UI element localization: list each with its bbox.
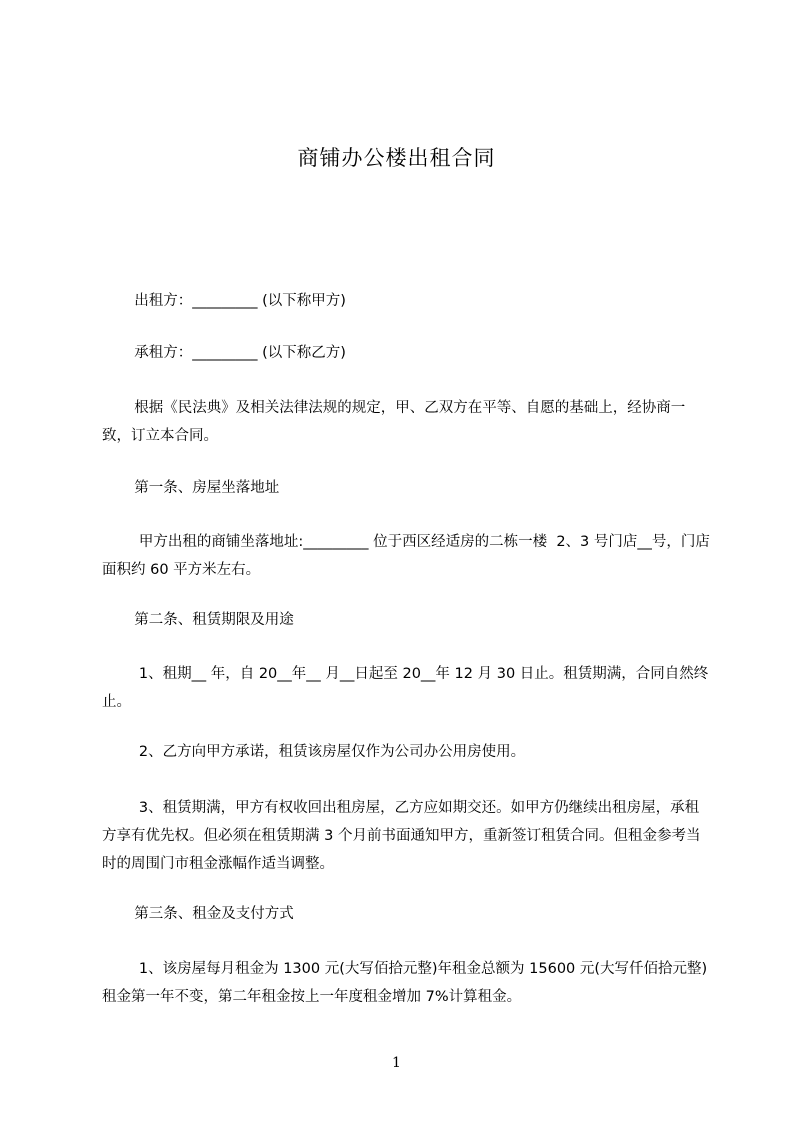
- article-2-clause-3: 3、租赁期满，甲方有权收回出租房屋，乙方应如期交还。如甲方仍继续出租房屋，承租方享有优先权。但必须在租赁期满 3 个月前书面通知甲方，重新签订租赁合同。但租金参考当时的周围门市租金涨幅作适当调整。: [102, 800, 701, 872]
- article-2-heading: 第二条、租赁期限及用途: [102, 612, 294, 628]
- article-1-heading: 第一条、房屋坐落地址: [102, 480, 280, 496]
- article-3-heading: 第三条、租金及支付方式: [102, 906, 294, 922]
- article-1-address-paragraph: 甲方出租的商铺坐落地址:_________ 位于西区经适房的二栋一楼 2、3 号门店__号，门店面积约 60 平方米左右。: [102, 534, 710, 578]
- lessee-line: 承租方：_________ (以下称乙方): [102, 345, 346, 361]
- preamble-paragraph: 根据《民法典》及相关法律法规的规定，甲、乙双方在平等、自愿的基础上，经协商一致，订立本合同。: [102, 400, 686, 444]
- document-title: 商铺办公楼出租合同: [297, 146, 496, 170]
- article-3-clause-1: 1、该房屋每月租金为 1300 元(大写佰拾元整)年租金总额为 15600 元(大写仟佰拾元整)租金第一年不变，第二年租金按上一年度租金增加 7%计算租金。: [102, 961, 708, 1005]
- lessor-line: 出租方：_________ (以下称甲方): [102, 293, 346, 309]
- article-2-clause-1: 1、租期__ 年，自 20__年__ 月__日起至 20__年 12 月 30 日止。租赁期满，合同自然终止。: [102, 666, 709, 710]
- page-number: 1: [392, 1055, 401, 1071]
- article-2-clause-2: 2、乙方向甲方承诺，租赁该房屋仅作为公司办公用房使用。: [102, 744, 526, 760]
